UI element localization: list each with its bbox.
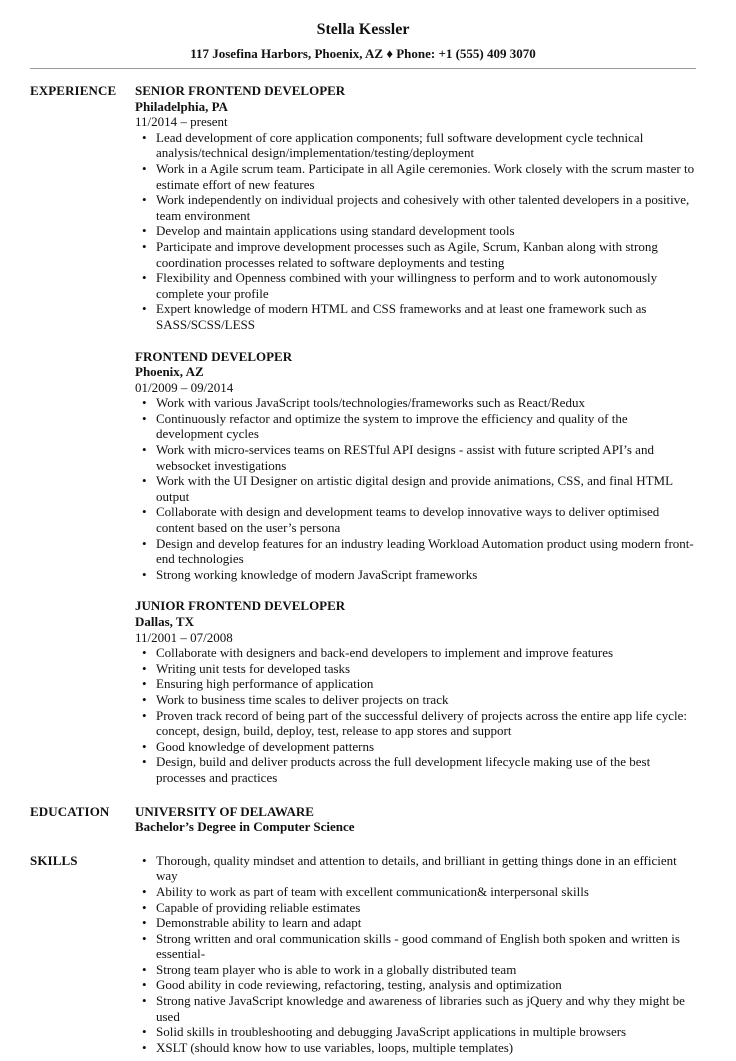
list-item: • Design, build and deliver products across the full development lifecycle making use of the best processes and practices [135, 754, 696, 785]
job-title: SENIOR FRONTEND DEVELOPER [135, 83, 346, 98]
list-item: • Work with micro-services teams on RESTful API designs - assist with future scripted API’s and websocket investigations [135, 442, 696, 473]
school-name: UNIVERSITY OF DELAWARE [135, 803, 314, 819]
list-item: • Proven track record of being part of the successful delivery of projects across the entire app life cycle: concept, design, build, deploy, test, release to app stores and support [135, 708, 696, 739]
skills-list [135, 853, 696, 1056]
job-entry [135, 349, 696, 583]
list-item: • Good ability in code reviewing, refactoring, testing, analysis and optimization [135, 977, 696, 993]
education-section [30, 804, 696, 835]
list-item: • Lead development of core application components; full software development cycle technical analysis/technical design/implementation/testing/deployment [135, 130, 696, 161]
education-heading: EDUCATION [30, 803, 110, 819]
list-item: • Collaborate with designers and back-end developers to implement and improve features [135, 645, 696, 661]
list-item: • Work to business time scales to deliver projects on track [135, 692, 696, 708]
job-bullets [135, 395, 696, 582]
job-entry [135, 598, 696, 785]
list-item: • Ensuring high performance of application [135, 676, 696, 692]
list-item: • Flexibility and Openness combined with your willingness to perform and to work autonomously complete your profile [135, 270, 696, 301]
skills-heading: SKILLS [30, 852, 78, 868]
list-item: • Expert knowledge of modern HTML and CSS frameworks and at least one framework such as SASS/SCSS/LESS [135, 301, 696, 332]
list-item: • Ability to work as part of team with excellent communication& interpersonal skills [135, 884, 696, 900]
list-item: • Writing unit tests for developed tasks [135, 661, 696, 677]
education-body [135, 804, 696, 835]
list-item: • Solid skills in troubleshooting and debugging JavaScript applications in multiple browsers [135, 1024, 696, 1040]
skills-section [30, 853, 696, 1056]
skills-body [135, 853, 696, 1056]
contact-line: 117 Josefina Harbors, Phoenix, AZ ♦ Phone: +1 (555) 409 3070 [190, 46, 536, 61]
list-item: • Strong native JavaScript knowledge and awareness of libraries such as jQuery and why they might be used [135, 993, 696, 1024]
experience-section [30, 83, 696, 786]
list-item: • Participate and improve development processes such as Agile, Scrum, Kanban along with strong coordination processes related to software deployments and testing [135, 239, 696, 270]
list-item: • Develop and maintain applications using standard development tools [135, 223, 696, 239]
job-dates: 11/2001 – 07/2008 [135, 629, 233, 645]
list-item: • Work in a Agile scrum team. Participate in all Agile ceremonies. Work closely with the scrum master to estimate effort of new features [135, 161, 696, 192]
experience-heading: EXPERIENCE [30, 83, 117, 98]
header-divider [30, 68, 696, 69]
candidate-name: Stella Kessler [316, 21, 410, 38]
list-item: • Design and develop features for an industry leading Workload Automation product using modern front-end technologies [135, 536, 696, 567]
job-title: JUNIOR FRONTEND DEVELOPER [135, 598, 346, 614]
job-bullets [135, 130, 696, 333]
experience-body [135, 83, 696, 786]
degree-name: Bachelor’s Degree in Computer Science [135, 819, 355, 835]
list-item: • XSLT (should know how to use variables, loops, multiple templates) [135, 1040, 696, 1056]
list-item: • Work with various JavaScript tools/technologies/frameworks such as React/Redux [135, 395, 696, 411]
list-item: • Collaborate with design and development teams to develop innovative ways to deliver optimised content based on the user’s persona [135, 504, 696, 535]
job-title: FRONTEND DEVELOPER [135, 348, 293, 364]
list-item: • Strong team player who is able to work in a globally distributed team [135, 962, 696, 978]
list-item: • Good knowledge of development patterns [135, 739, 696, 755]
job-location: Dallas, TX [135, 614, 194, 629]
job-location: Philadelphia, PA [135, 98, 228, 114]
list-item: • Work with the UI Designer on artistic digital design and provide animations, CSS, and final HTML output [135, 473, 696, 504]
list-item: • Work independently on individual projects and cohesively with other talented developers in a positive, team environment [135, 192, 696, 223]
list-item: • Strong working knowledge of modern JavaScript frameworks [135, 567, 696, 583]
job-bullets [135, 645, 696, 785]
list-item: • Strong written and oral communication skills - good command of English both spoken and written is essential- [135, 931, 696, 962]
job-entry [135, 83, 696, 333]
job-location: Phoenix, AZ [135, 364, 204, 380]
job-dates: 01/2009 – 09/2014 [135, 379, 234, 395]
list-item: • Capable of providing reliable estimates [135, 900, 696, 916]
list-item: • Thorough, quality mindset and attention to details, and brilliant in getting things done in an efficient way [135, 853, 696, 884]
job-dates: 11/2014 – present [135, 114, 228, 130]
list-item: • Continuously refactor and optimize the system to improve the efficiency and quality of the development cycles [135, 411, 696, 442]
list-item: • Demonstrable ability to learn and adapt [135, 915, 696, 931]
